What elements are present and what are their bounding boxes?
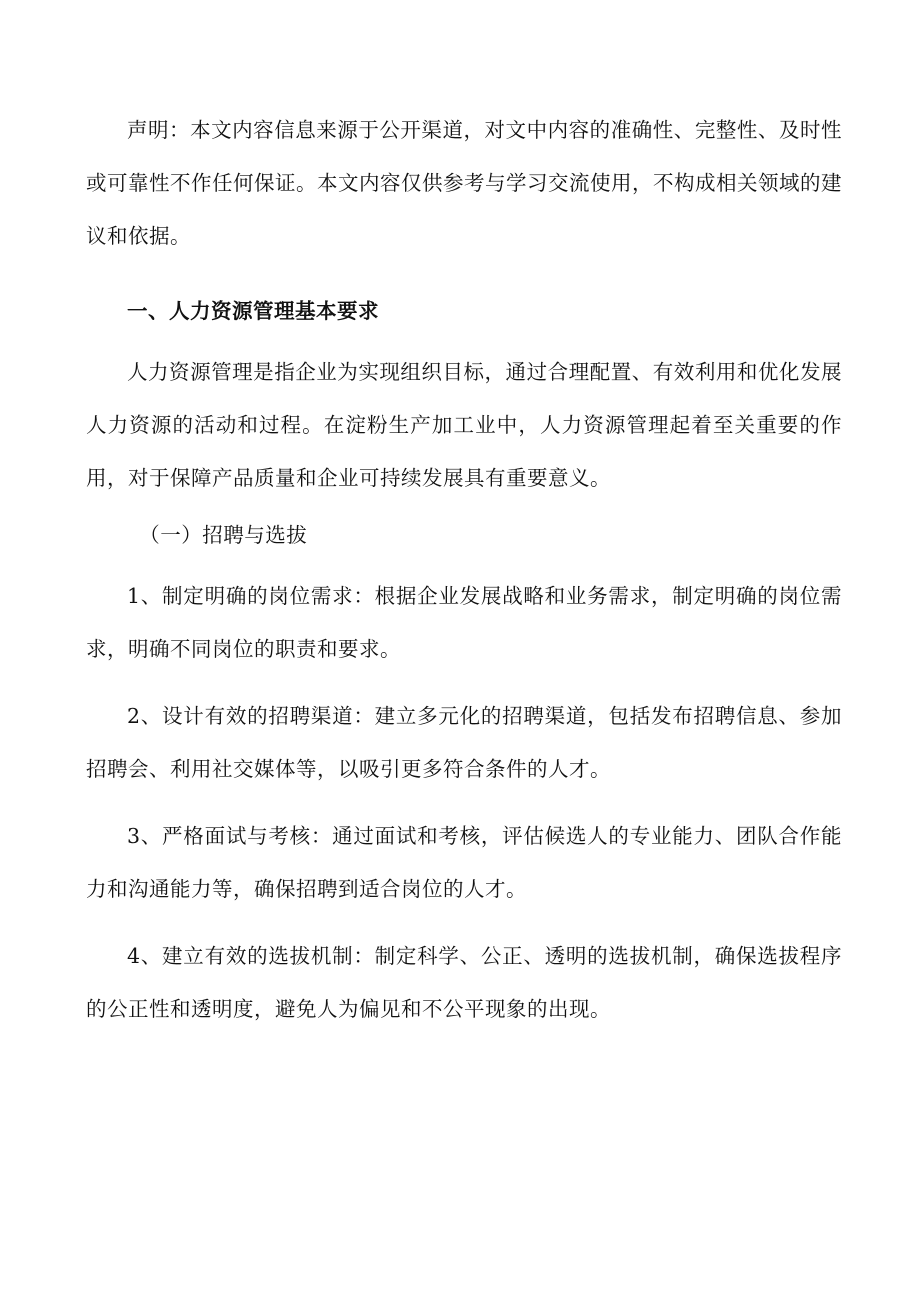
section-heading: 一、人力资源管理基本要求 bbox=[127, 299, 379, 323]
list-item: 3、严格面试与考核：通过面试和考核，评估候选人的专业能力、团队合作能力和沟通能力等，确保招聘到适合岗位的人才。 bbox=[86, 824, 842, 901]
subsection-heading: （一）招聘与选拔 bbox=[139, 523, 308, 547]
list-item: 1、制定明确的岗位需求：根据企业发展战略和业务需求，制定明确的岗位需求，明确不同岗位的职责和要求。 bbox=[86, 584, 842, 661]
disclaimer-paragraph: 声明：本文内容信息来源于公开渠道，对文中内容的准确性、完整性、及时性或可靠性不作任何保证。本文内容仅供参考与学习交流使用，不构成相关领域的建议和依据。 bbox=[86, 118, 842, 248]
list-item: 4、建立有效的选拔机制：制定科学、公正、透明的选拔机制，确保选拔程序的公正性和透明度，避免人为偏见和不公平现象的出现。 bbox=[86, 944, 842, 1021]
intro-paragraph: 人力资源管理是指企业为实现组织目标，通过合理配置、有效利用和优化发展人力资源的活动和过程。在淀粉生产加工业中，人力资源管理起着至关重要的作用，对于保障产品质量和企业可持续发展具有重要意义。 bbox=[86, 360, 842, 490]
list-item: 2、设计有效的招聘渠道：建立多元化的招聘渠道，包括发布招聘信息、参加招聘会、利用社交媒体等，以吸引更多符合条件的人才。 bbox=[86, 704, 842, 781]
